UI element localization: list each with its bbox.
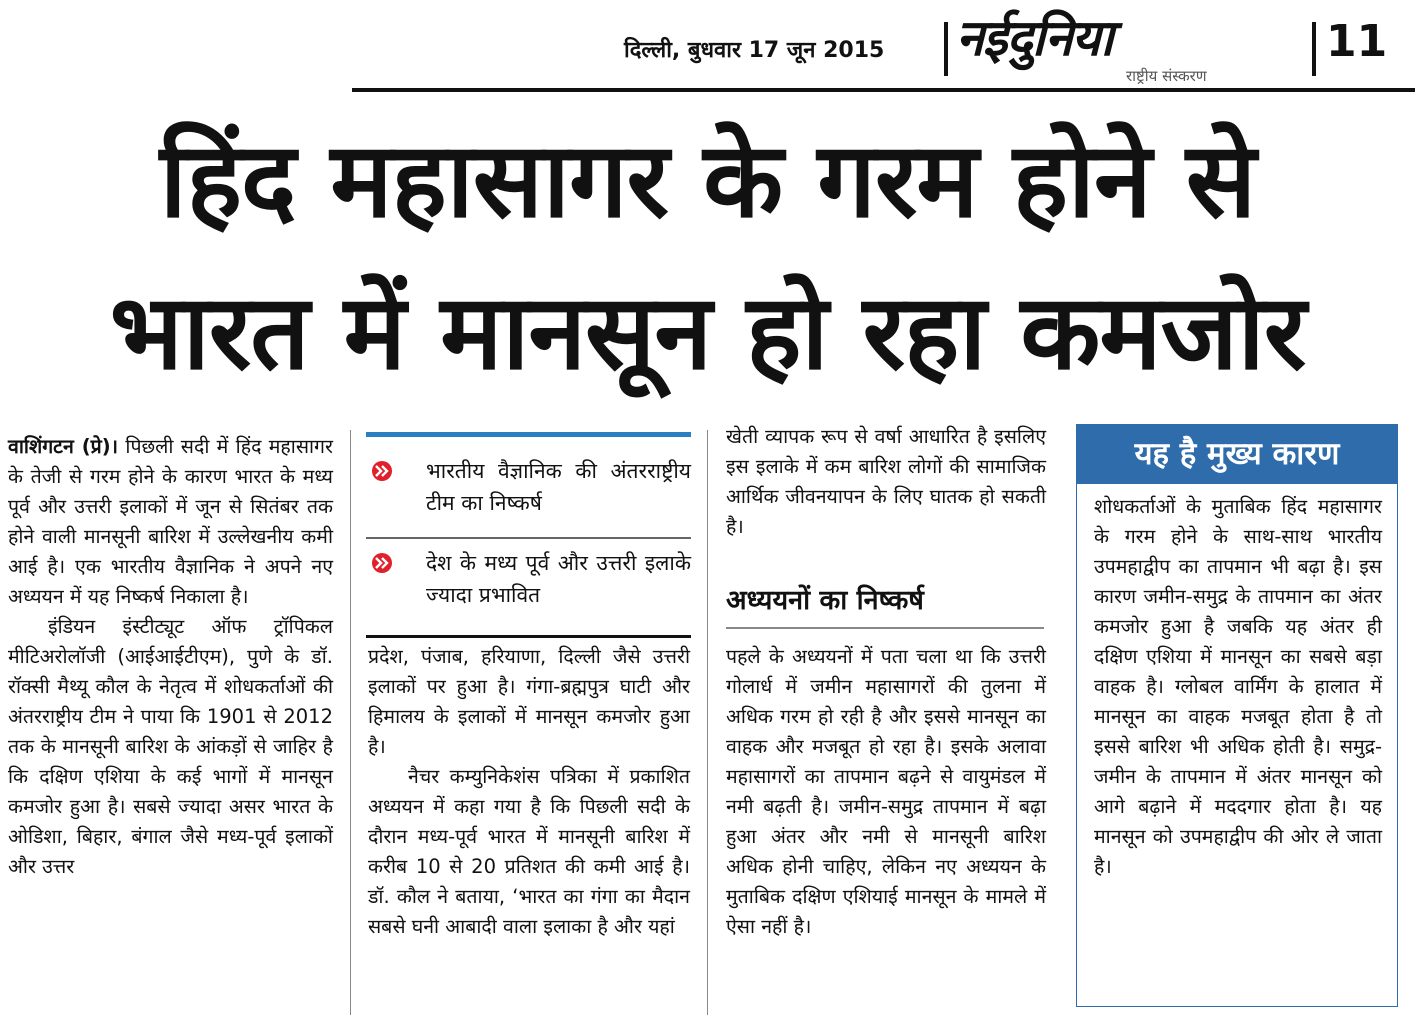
article-column-3 [726, 422, 1046, 542]
masthead-rule [352, 88, 1415, 92]
highlight-item [366, 547, 691, 627]
article-dateline: वाशिंगटन (प्रे)। [8, 435, 119, 458]
article-paragraph: नैचर कम्युनिकेशंस पत्रिका में प्रकाशित अध्ययन में कहा गया है कि पिछली सदी के दौरान मध्य-पूर्व भारत में मानसूनी बारिश में करीब 10 से 20 प्रतिशत की कमी आई है। डॉ. कौल ने बताया, ‘भारत का गंगा का मैदान सबसे घनी आबादी वाला इलाका है और यहां [368, 765, 690, 938]
headline-line-1: हिंद महासागर के गरम होने से [159, 119, 1256, 241]
article-paragraph: इंडियन इंस्टीट्यूट ऑफ ट्रॉपिकल मीटिअरोलॉजी (आईआईटीएम), पुणे के डॉ. रॉक्सी मैथ्यू कौल के नेतृत्व में शोधकर्ताओं की अंतरराष्ट्रीय टीम ने पाया कि 1901 से 2012 तक के मानसूनी बारिश के आंकड़ों से जाहिर है कि दक्षिण एशिया के कई भागों में मानसून कमजोर हुआ है। सबसे ज्यादा असर भारत के ओडिशा, बिहार, बंगाल जैसे मध्य-पूर्व इलाकों और उत्तर [8, 615, 333, 878]
highlight-divider [366, 537, 691, 539]
column-divider [350, 430, 351, 1015]
newspaper-logo: नईदुनिया [956, 9, 1113, 67]
column-divider [707, 430, 708, 1015]
sidebar-title: यह है मुख्य कारण [1076, 424, 1398, 484]
highlight-text: देश के मध्य पूर्व और उत्तरी इलाके ज्यादा प्रभावित [426, 551, 691, 607]
article-column-3b [726, 642, 1046, 942]
highlight-text: भारतीय वैज्ञानिक की अंतरराष्ट्रीय टीम का निष्कर्ष [426, 459, 691, 515]
highlight-item [366, 455, 691, 535]
dateline: दिल्ली, बुधवार 17 जून 2015 [624, 38, 885, 63]
double-chevron-icon [370, 553, 394, 573]
edition-label: राष्ट्रीय संस्करण [1126, 67, 1207, 85]
article-paragraph: पिछली सदी में हिंद महासागर के तेजी से गरम होने के कारण भारत के मध्य पूर्व और उत्तरी इलाकों में जून से सितंबर तक होने वाली मानसूनी बारिश में उल्लेखनीय कमी आई है। एक भारतीय वैज्ञानिक ने अपने नए अध्ययन में यह निष्कर्ष निकाला है। [8, 435, 334, 608]
article-column-2 [368, 642, 690, 942]
page-number: 11 [1326, 16, 1388, 67]
double-chevron-icon [370, 461, 394, 481]
masthead-divider [1312, 22, 1316, 76]
sidebar-body: शोधकर्ताओं के मुताबिक हिंद महासागर के गरम होने के साथ-साथ भारतीय उपमहाद्वीप का तापमान भी बढ़ा है। इस कारण जमीन-समुद्र के तापमान का अंतर कमजोर हुआ है जबकि यह अंतर ही दक्षिण एशिया में मानसून का सबसे बड़ा वाहक है। ग्लोबल वार्मिंग के हालात में मानसून का वाहक मजबूत होता है तो इससे बारिश भी अधिक होती है। समुद्र-जमीन के तापमान में अंतर मानसून को आगे बढ़ाने में मददगार होता है। यह मानसून को उपमहाद्वीप की ओर ले जाता है। [1094, 495, 1382, 878]
article-paragraph: प्रदेश, पंजाब, हरियाणा, दिल्ली जैसे उत्तरी इलाकों पर हुआ है। गंगा-ब्रह्मपुत्र घाटी और हिमालय के इलाकों में मानसून कमजोर हुआ है। [368, 645, 690, 758]
section-subhead: अध्ययनों का निष्कर्ष [726, 585, 924, 616]
article-column-1 [8, 432, 333, 882]
highlights-box [366, 432, 691, 637]
article-paragraph: खेती व्यापक रूप से वर्षा आधारित है इसलिए इस इलाके में कम बारिश लोगों की सामाजिक आर्थिक जीवनयापन के लिए घातक हो सकती है। [726, 425, 1046, 538]
subhead-rule [726, 627, 1044, 629]
masthead-divider [944, 22, 948, 76]
headline-line-2: भारत में मानसून हो रहा कमजोर [109, 271, 1306, 393]
article-paragraph: पहले के अध्ययनों में पता चला था कि उत्तरी गोलार्ध में जमीन महासागरों की तुलना में अधिक गरम हो रही है और इससे मानसून का वाहक और मजबूत हो रहा है। इसके अलावा महासागरों का तापमान बढ़ने से वायुमंडल में नमी बढ़ती है। जमीन-समुद्र तापमान में बढ़ा हुआ अंतर और नमी से मानसूनी बारिश अधिक होनी चाहिए, लेकिन नए अध्ययन के मुताबिक दक्षिण एशियाई मानसून के मामले में ऐसा नहीं है। [726, 645, 1046, 938]
highlight-divider [366, 635, 691, 638]
